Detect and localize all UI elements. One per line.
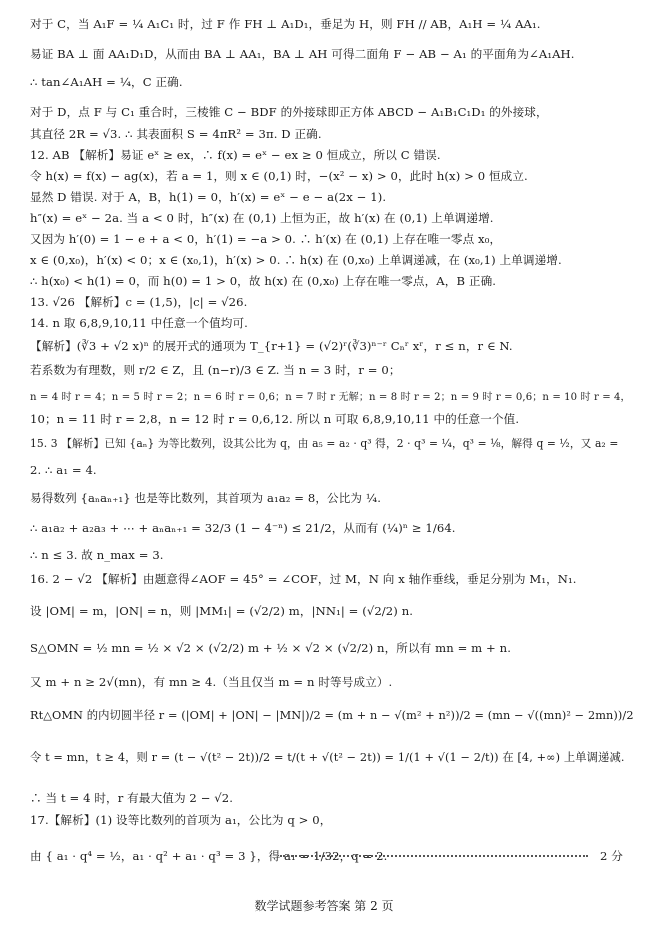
text-line: 14. n 取 6,8,9,10,11 中任意一个值均可. <box>30 316 248 330</box>
text-line: 设 |OM| = m，|ON| = n，则 |MM₁| = (√2/2) m，|NN₁| = (√2/2) n. <box>30 604 414 618</box>
page-footer: 数学试题参考答案 第 2 页 <box>254 899 394 913</box>
text-line: 2. ∴ a₁ = 4. <box>30 463 97 477</box>
text-line: 15. 3 【解析】已知 {aₙ} 为等比数列，设其公比为 q，由 a₅ = a₂ · q³ 得，2 · q³ = ¼，q³ = ⅛，解得 q = ½，又 a₂ = <box>30 437 619 450</box>
text-line: ∴ 当 t = 4 时，r 有最大值为 2 − √2. <box>30 791 234 805</box>
text-line: 又因为 h′(0) = 1 − e + a < 0，h′(1) = −a > 0. ∴ h′(x) 在 (0,1) 上存在唯一零点 x₀， <box>30 232 502 246</box>
text-line: 对于 C，当 A₁F = ¼ A₁C₁ 时，过 F 作 FH ⊥ A₁D₁，垂足为 H，则 FH // AB，A₁H = ¼ AA₁. <box>30 17 541 31</box>
text-line: ∴ n ≤ 3. 故 n_max = 3. <box>30 548 164 562</box>
text-line: 对于 D，点 F 与 C₁ 重合时，三棱锥 C − BDF 的外接球即正方体 ABCD − A₁B₁C₁D₁ 的外接球， <box>30 105 548 119</box>
text-line: 16. 2 − √2 【解析】由题意得∠AOF = 45° = ∠COF，过 M，N 向 x 轴作垂线，垂足分别为 M₁，N₁. <box>30 572 577 586</box>
score-label: 2 分 <box>600 849 623 863</box>
text-line: 令 t = mn，t ≥ 4，则 r = (t − √(t² − 2t))/2 = t/(t + √(t² − 2t)) = 1/(1 + √(1 − 2/t)) 在 [4, +∞) 上单调递减. <box>30 751 625 764</box>
text-line: 17.【解析】(1) 设等比数列的首项为 a₁，公比为 q > 0， <box>30 813 332 827</box>
text-line: S△OMN = ½ mn = ½ × √2 × (√2/2) m + ½ × √2 × (√2/2) n，所以有 mn = m + n. <box>30 641 512 655</box>
text-line: 又 m + n ≥ 2√(mn)，有 mn ≥ 4.（当且仅当 m = n 时等号成立）. <box>30 675 393 689</box>
text-line: ∴ h(x₀) < h(1) = 0，而 h(0) = 1 > 0，故 h(x) 在 (0,x₀) 上存在唯一零点，A，B 正确. <box>30 274 497 288</box>
text-line: 显然 D 错误. 对于 A，B，h(1) = 0，h′(x) = eˣ − e − a(2x − 1). <box>30 190 387 204</box>
text-line: 易证 BA ⊥ 面 AA₁D₁D，从而由 BA ⊥ AA₁，BA ⊥ AH 可得二面角 F − AB − A₁ 的平面角为∠A₁AH. <box>30 47 575 61</box>
text-line: 令 h(x) = f(x) − ag(x)，若 a = 1，则 x ∈ (0,1) 时，−(x² − x) > 0，此时 h(x) > 0 恒成立. <box>30 169 528 183</box>
text-line: 12. AB 【解析】易证 eˣ ≥ ex，∴ f(x) = eˣ − ex ≥ 0 恒成立，所以 C 错误. <box>30 148 441 162</box>
dotted-leader <box>280 855 588 857</box>
text-line: ∴ a₁a₂ + a₂a₃ + ⋯ + aₙaₙ₊₁ = 32/3 (1 − 4⁻ⁿ) ≤ 21/2，从而有 (¼)ⁿ ≥ 1/64. <box>30 521 456 535</box>
text-line: 若系数为有理数，则 r/2 ∈ Z，且 (n−r)/3 ∈ Z. 当 n = 3 时，r = 0； <box>30 363 401 377</box>
text-line: 13. √26 【解析】c = (1,5)，|c| = √26. <box>30 295 248 309</box>
text-line: 由 { a₁ · q⁴ = ½，a₁ · q² + a₁ · q³ = 3 }，得 a₁ = 1/32，q = 2. <box>30 849 388 863</box>
text-line: 易得数列 {aₙaₙ₊₁} 也是等比数列，其首项为 a₁a₂ = 8，公比为 ¼. <box>30 491 382 505</box>
text-line: x ∈ (0,x₀)，h′(x) < 0；x ∈ (x₀,1)，h′(x) > 0. ∴ h(x) 在 (0,x₀) 上单调递减，在 (x₀,1) 上单调递增. <box>30 253 562 267</box>
text-line: ∴ tan∠A₁AH = ¼，C 正确. <box>30 75 183 89</box>
text-line: 10；n = 11 时 r = 2,8，n = 12 时 r = 0,6,12. 所以 n 可取 6,8,9,10,11 中的任意一个值. <box>30 412 520 426</box>
text-line: Rt△OMN 的内切圆半径 r = (|OM| + |ON| − |MN|)/2 = (m + n − √(m² + n²))/2 = (mn − √((mn)² − 2mn))/2 <box>30 709 634 722</box>
text-line: 【解析】(∛3 + √2 x)ⁿ 的展开式的通项为 T_{r+1} = (√2)ʳ(∛3)ⁿ⁻ʳ Cₙʳ xʳ，r ≤ n，r ∈ N. <box>30 339 513 353</box>
text-line: h″(x) = eˣ − 2a. 当 a < 0 时，h″(x) 在 (0,1) 上恒为正，故 h′(x) 在 (0,1) 上单调递增. <box>30 211 494 225</box>
text-line: n = 4 时 r = 4；n = 5 时 r = 2；n = 6 时 r = 0,6；n = 7 时 r 无解；n = 8 时 r = 2；n = 9 时 r = 0,6；n = 10 时 r = 4， <box>30 392 631 403</box>
text-line: 其直径 2R = √3. ∴ 其表面积 S = 4πR² = 3π. D 正确. <box>30 127 322 141</box>
